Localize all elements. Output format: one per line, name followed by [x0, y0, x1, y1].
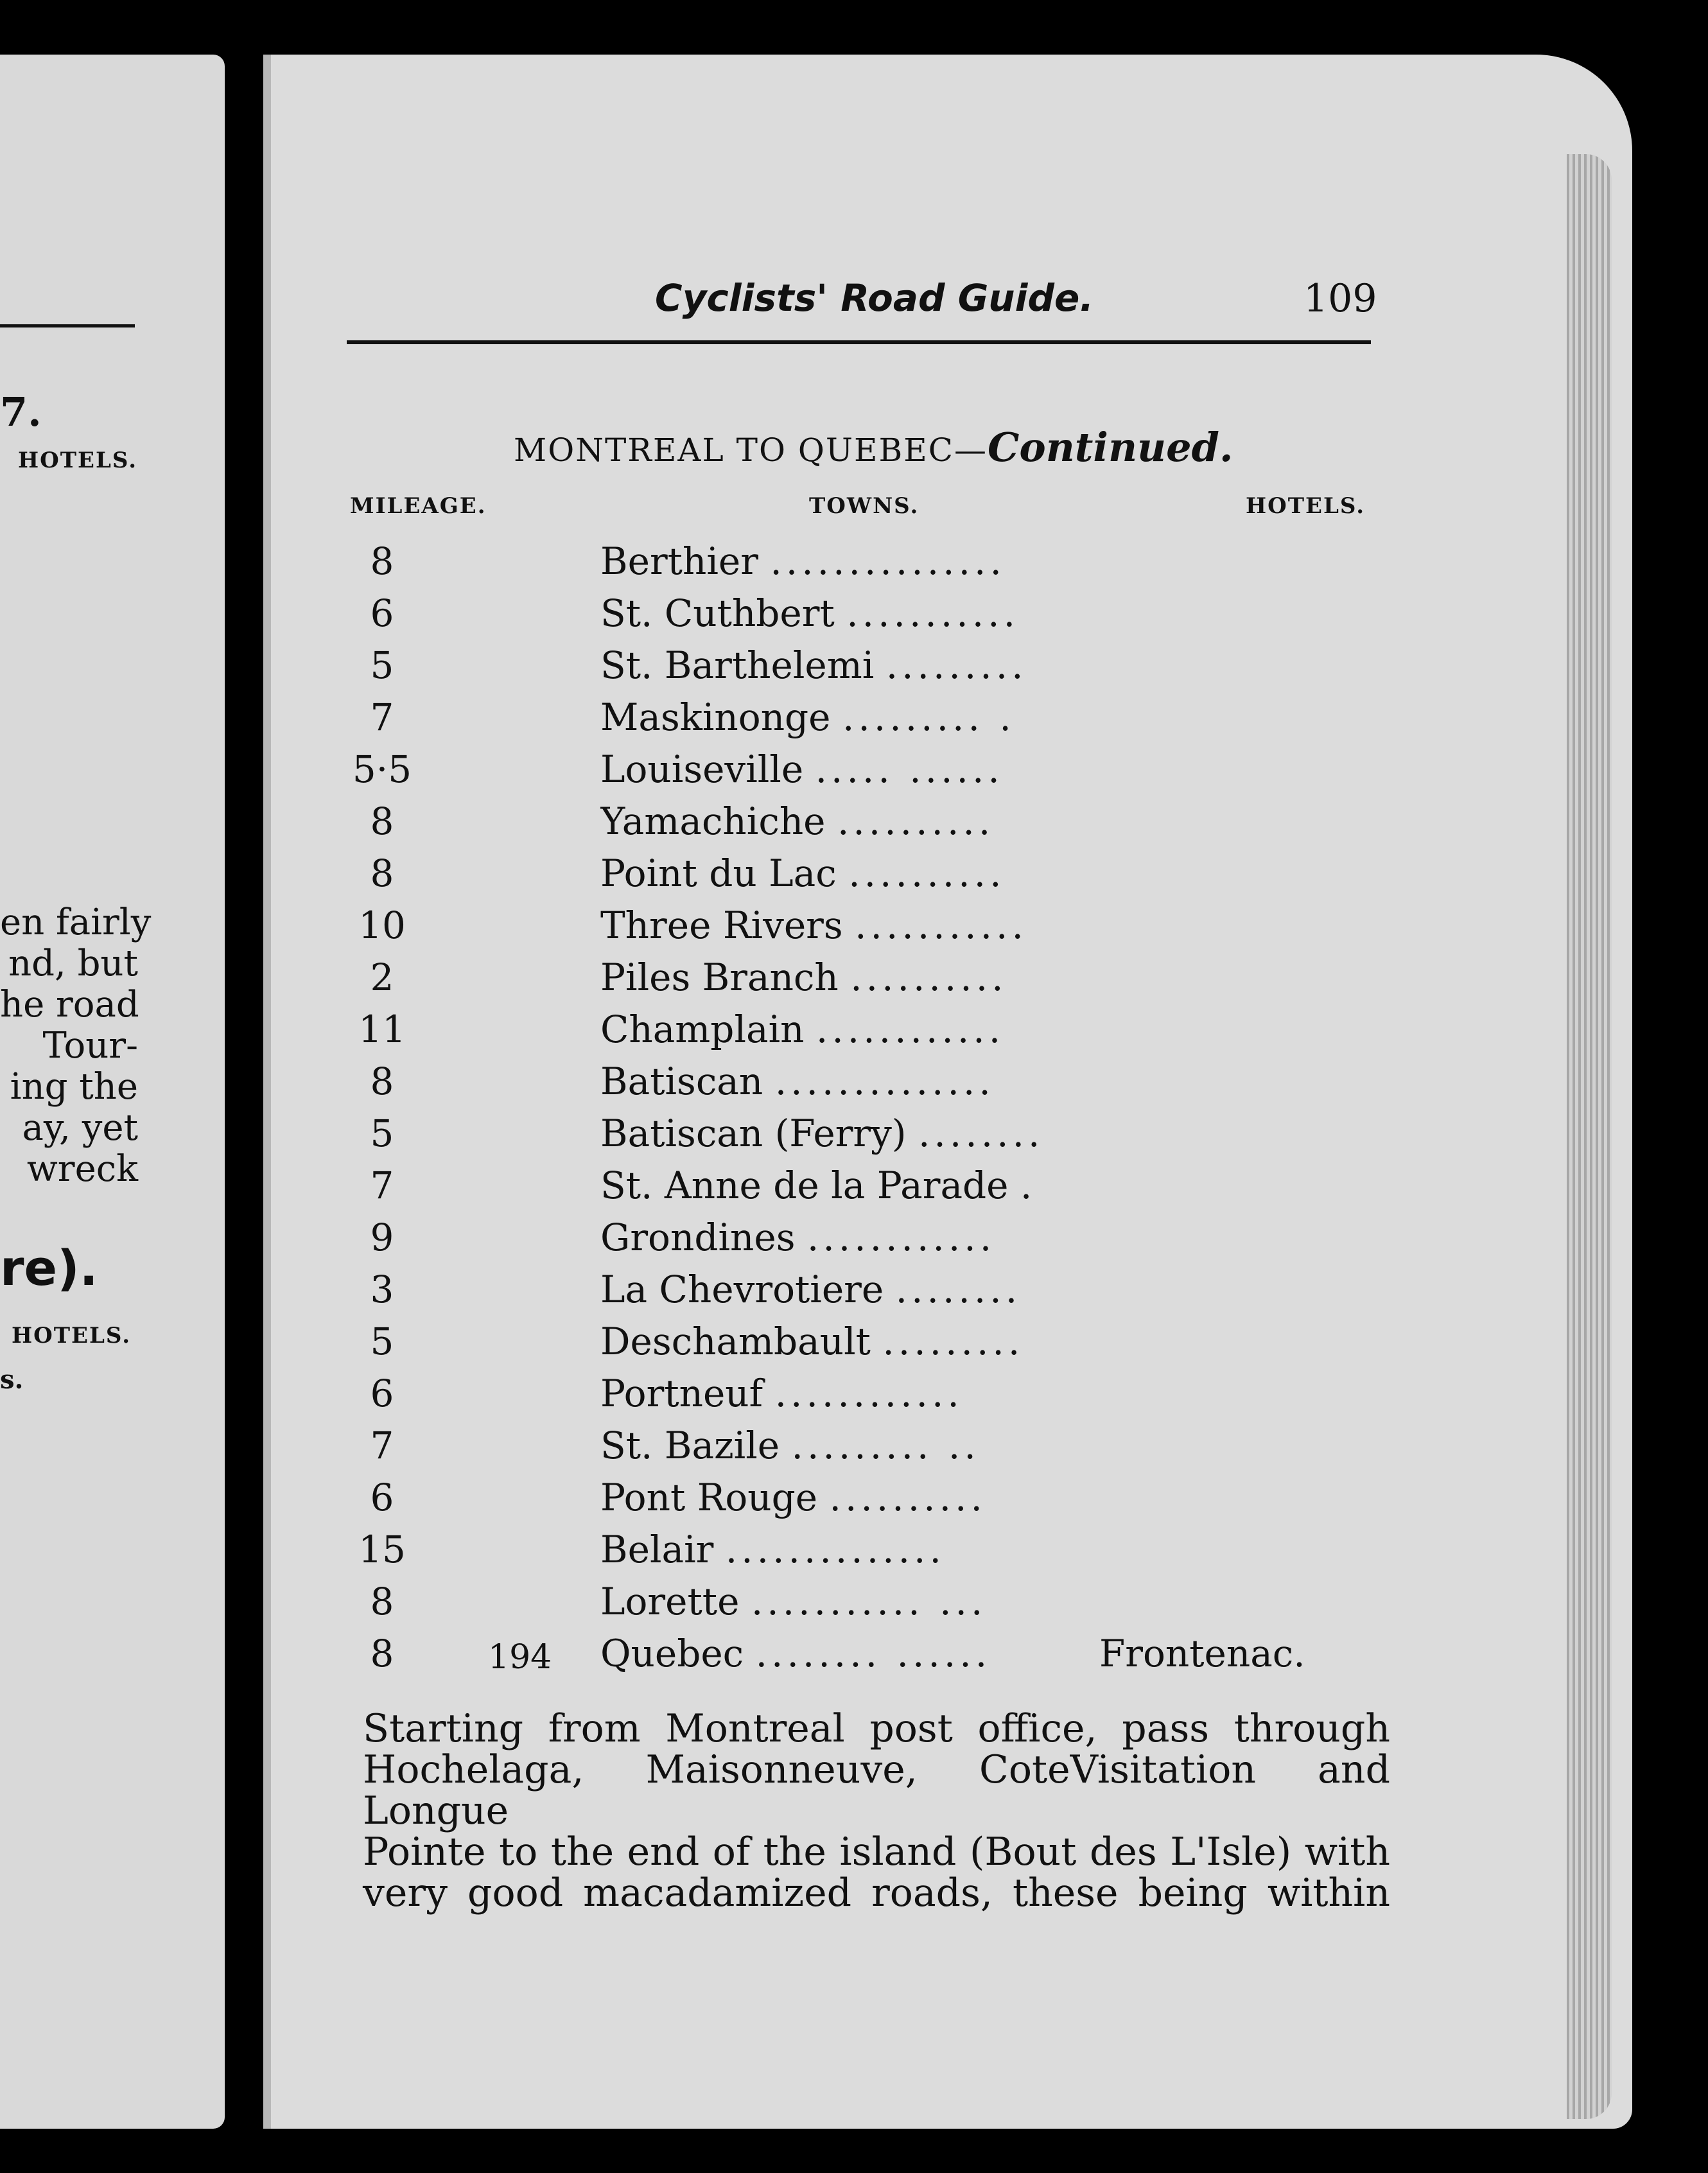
row-town-name: St. Cuthbert [600, 591, 835, 635]
route-row [0, 1476, 1708, 1527]
row-mileage: 8 [370, 1580, 394, 1623]
row-town [600, 1580, 1088, 1623]
row-dot-leader: .......... [837, 799, 995, 843]
row-town [600, 851, 1088, 895]
row-town-name: La Chevrotiere [600, 1268, 884, 1311]
row-town-name: Lorette [600, 1580, 740, 1623]
row-town-name: St. Barthelemi [600, 643, 875, 687]
row-town [600, 1216, 1088, 1259]
table-title-main: MONTREAL TO QUEBEC— [514, 432, 988, 469]
row-dot-leader: .......... [829, 1476, 986, 1519]
row-hotel: Frontenac. [1099, 1632, 1305, 1675]
row-town-name: Point du Lac [600, 851, 837, 895]
row-mileage: 8 [370, 1060, 394, 1103]
column-header-mileage: MILEAGE. [350, 493, 487, 519]
row-mileage: 8 [370, 851, 394, 895]
row-town-name: Yamachiche [600, 799, 826, 843]
row-town [600, 1528, 1088, 1571]
row-dot-leader: ........... [855, 903, 1027, 947]
left-body-line: he road [0, 984, 139, 1025]
row-town [600, 643, 1088, 687]
running-head: Cyclists' Road Guide. [655, 276, 1094, 320]
row-town-name: Batiscan [600, 1060, 763, 1103]
row-town [600, 1268, 1088, 1311]
left-body-line: nd, but [8, 943, 138, 984]
row-town-name: St. Bazile [600, 1424, 780, 1467]
row-dot-leader: ............... [770, 539, 1006, 583]
row-dot-leader: ......... .. [791, 1424, 980, 1467]
row-mileage: 10 [358, 903, 406, 947]
paragraph-line: Pointe to the end of the island (Bout des L'Isle) with [363, 1829, 1390, 1874]
row-town [600, 903, 1088, 947]
route-row [0, 799, 1708, 851]
row-total-mileage: 194 [488, 1638, 552, 1677]
row-mileage: 5 [370, 643, 394, 687]
row-town-name: Grondines [600, 1216, 796, 1259]
row-mileage: 2 [370, 956, 394, 999]
row-mileage: 15 [358, 1528, 406, 1571]
row-mileage: 7 [370, 1164, 394, 1207]
row-dot-leader: ........ [895, 1268, 1022, 1311]
left-hotels-label-bottom: HOTELS. [12, 1323, 132, 1348]
route-row [0, 956, 1708, 1007]
route-row [0, 1112, 1708, 1163]
row-town-name: Belair [600, 1528, 714, 1571]
left-body-line: wreck [26, 1148, 138, 1190]
route-row [0, 539, 1708, 591]
row-mileage: 3 [370, 1268, 394, 1311]
row-dot-leader: ............ [806, 1216, 996, 1259]
row-town-name: St. Anne de la Parade [600, 1164, 1009, 1207]
row-mileage: 11 [358, 1008, 406, 1051]
route-row [0, 1528, 1708, 1579]
row-town [600, 1320, 1088, 1363]
row-town [600, 539, 1088, 583]
header-rule [347, 340, 1371, 344]
route-row [0, 1580, 1708, 1631]
row-dot-leader: . [1020, 1164, 1036, 1207]
row-dot-leader: ..... ...... [815, 747, 1004, 791]
row-dot-leader: ............ [774, 1372, 963, 1415]
row-town-name: Batiscan (Ferry) [600, 1112, 907, 1155]
row-dot-leader: ......... [885, 643, 1027, 687]
left-body-line: ing the [10, 1066, 138, 1108]
left-hotels-label-top: HOTELS. [18, 448, 138, 473]
route-row [0, 591, 1708, 643]
left-heading-fragment: re). [0, 1239, 98, 1296]
row-town-name: Maskinonge [600, 695, 831, 739]
row-mileage: 6 [370, 591, 394, 635]
row-town [600, 695, 1088, 739]
route-row [0, 1008, 1708, 1059]
route-row [0, 695, 1708, 747]
route-row [0, 747, 1708, 799]
row-dot-leader: .............. [774, 1060, 995, 1103]
left-top-fragment: 7. [0, 388, 42, 435]
left-body-line: Tour- [42, 1025, 138, 1067]
row-dot-leader: ........... [846, 591, 1020, 635]
row-town-name: Louiseville [600, 747, 804, 791]
column-header-towns: TOWNS. [809, 493, 919, 519]
row-town [600, 1164, 1088, 1207]
row-town-name: Three Rivers [600, 903, 843, 947]
row-town-name: Deschambault [600, 1320, 871, 1363]
route-row [0, 1632, 1708, 1683]
row-dot-leader: ............ [815, 1008, 1005, 1051]
paragraph-line: Hochelaga, Maisonneuve, CoteVisitation and Longue [363, 1747, 1390, 1833]
row-mileage: 7 [370, 695, 394, 739]
row-town [600, 1008, 1088, 1051]
paragraph-line: very good macadamized roads, these being within [363, 1871, 1390, 1916]
route-row [0, 643, 1708, 695]
row-town [600, 1424, 1088, 1467]
route-row [0, 1216, 1708, 1267]
route-row [0, 1424, 1708, 1475]
route-row [0, 1372, 1708, 1423]
left-body-line: ay, yet [22, 1107, 138, 1149]
row-mileage: 6 [370, 1476, 394, 1519]
row-dot-leader: ........ [918, 1112, 1044, 1155]
route-row [0, 903, 1708, 955]
page-number: 109 [1303, 276, 1377, 321]
row-town-name: Champlain [600, 1008, 805, 1051]
route-row [0, 851, 1708, 903]
row-town-name: Quebec [600, 1632, 744, 1675]
row-mileage: 6 [370, 1372, 394, 1415]
row-town-name: Piles Branch [600, 956, 839, 999]
row-mileage: 8 [370, 799, 394, 843]
route-row [0, 1320, 1708, 1371]
row-town [600, 1632, 1088, 1675]
row-dot-leader: ........... ... [751, 1580, 987, 1623]
row-dot-leader: ......... [882, 1320, 1024, 1363]
row-dot-leader: .......... [850, 956, 1007, 999]
row-mileage: 5 [370, 1112, 394, 1155]
table-title-continued: Continued. [988, 424, 1233, 471]
row-town-name: Pont Rouge [600, 1476, 818, 1519]
row-dot-leader: ........ ...... [755, 1632, 991, 1675]
left-tail-fragment: s. [0, 1365, 24, 1395]
row-town [600, 1112, 1088, 1155]
route-row [0, 1060, 1708, 1111]
row-mileage: 8 [370, 539, 394, 583]
table-title [514, 424, 1233, 471]
row-mileage: 7 [370, 1424, 394, 1467]
paragraph-line: Starting from Montreal post office, pass through [363, 1706, 1390, 1751]
left-body-line: en fairly [0, 902, 152, 943]
row-town [600, 1372, 1088, 1415]
row-mileage: 9 [370, 1216, 394, 1259]
route-row [0, 1268, 1708, 1319]
row-dot-leader: ......... . [842, 695, 1015, 739]
route-description [363, 1708, 1390, 1914]
row-town-name: Berthier [600, 539, 758, 583]
row-town [600, 956, 1088, 999]
row-town [600, 799, 1088, 843]
row-mileage: 5 [370, 1320, 394, 1363]
row-town [600, 1476, 1088, 1519]
row-mileage: 5·5 [352, 747, 412, 791]
row-town [600, 747, 1088, 791]
route-row [0, 1164, 1708, 1215]
column-header-hotels: HOTELS. [1246, 493, 1366, 519]
row-town [600, 591, 1088, 635]
row-town [600, 1060, 1088, 1103]
row-dot-leader: .......... [848, 851, 1006, 895]
row-town-name: Portneuf [600, 1372, 763, 1415]
row-mileage: 8 [370, 1632, 394, 1675]
row-dot-leader: .............. [725, 1528, 945, 1571]
left-header-rule [0, 324, 135, 327]
